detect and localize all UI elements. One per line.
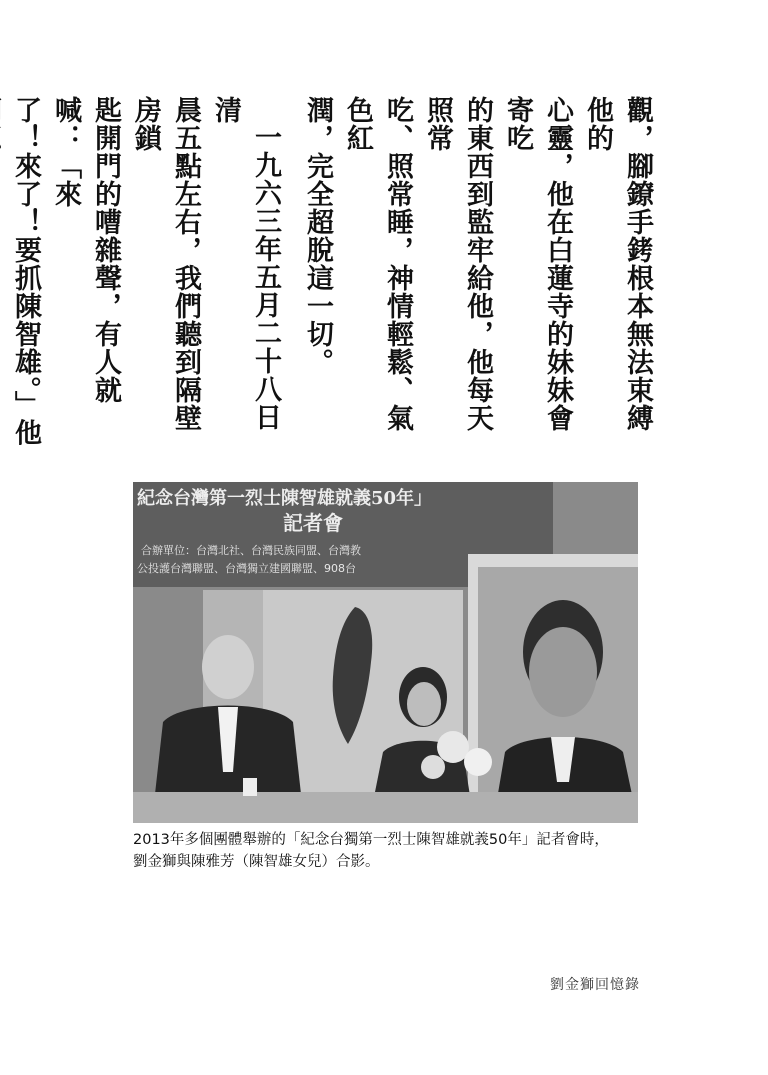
press-conference-photo (133, 482, 638, 823)
flowers (464, 748, 492, 776)
text-line: 匙開門的嘈雜聲，有人就喊：「來 (50, 96, 121, 404)
text-line: 潤，完全超脫這一切。 (302, 96, 333, 376)
paragraph-1 (297, 96, 657, 456)
banner-line: 合辦單位：台灣北社、台灣民族同盟、台灣教 (141, 544, 361, 557)
text-line: 觀，腳鐐手銬根本無法束縛他的 (582, 96, 653, 432)
portrait-face (529, 627, 597, 717)
woman-face (407, 682, 441, 726)
banner-subtitle: 記者會 (283, 511, 343, 535)
man-head (202, 635, 254, 699)
flowers (421, 755, 445, 779)
text-line: 的東西到監牢給他，他每天照常 (422, 96, 493, 432)
running-footer: 劉金獅回憶錄 (550, 977, 640, 993)
text-line: 吃、照常睡，神情輕鬆、氣色紅 (342, 96, 413, 432)
text-line: 晨五點左右，我們聽到隔壁房鎖 (130, 96, 201, 432)
text-line: 了！來了！要抓陳智雄。」他 (10, 96, 41, 447)
paragraph-2 (0, 96, 285, 456)
banner-line: 公投護台灣聯盟、台灣獨立建國聯盟、908台 (137, 562, 356, 575)
banner-title: 紀念台灣第一烈士陳智雄就義50年」 (137, 488, 433, 509)
caption-line: 劉金獅與陳雅芳（陳智雄女兒）合影。 (133, 854, 380, 870)
text-line: 心靈，他在白蓮寺的妹妹會寄吃 (502, 96, 573, 432)
table (133, 792, 638, 823)
text-line: 一九六三年五月二十八日清 (210, 96, 281, 431)
photo-illustration (133, 482, 638, 823)
photo-caption (133, 829, 653, 873)
caption-line: 2013年多個團體舉辦的「紀念台獨第一烈士陳智雄就義50年」記者會時， (133, 832, 609, 848)
flowers (437, 731, 469, 763)
cup (243, 778, 257, 796)
body-text (10, 96, 657, 456)
